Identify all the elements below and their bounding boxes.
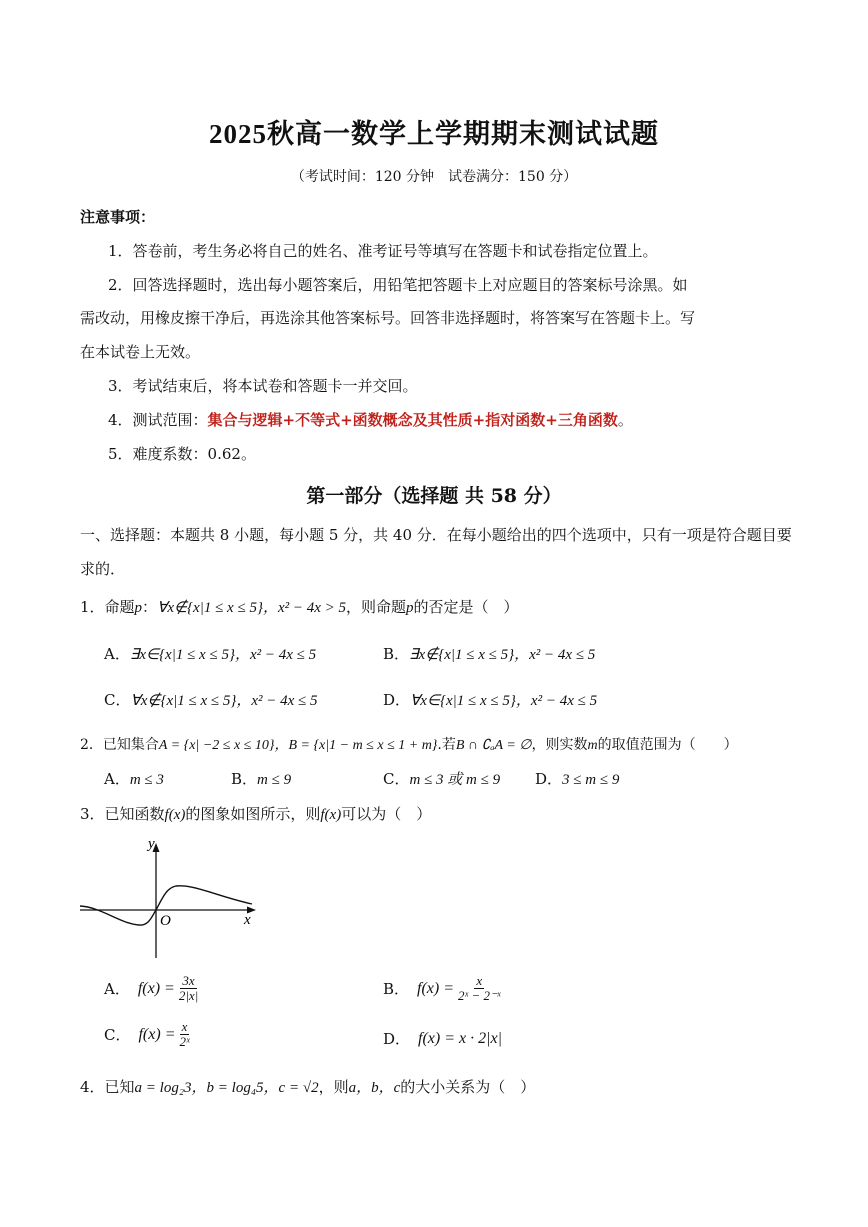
notice-heading: 注意事项：: [80, 208, 156, 226]
q1-stem-part: 的否定是（ ）: [413, 598, 519, 616]
y-axis-label: y: [148, 836, 155, 852]
q3-option-b[interactable]: [383, 974, 503, 1003]
q1-stem-part: ，则命题: [346, 598, 407, 616]
option-text: ∀x∉{x|1 ≤ x ≤ 5}，x² − 4x ≤ 5: [130, 693, 318, 709]
part1-intro-line1: 一、选择题：本题共 8 小题，每小题 5 分，共 40 分．在每小题给出的四个选项中，只有一项是符合题目要: [80, 526, 792, 544]
fraction-numerator: x: [476, 973, 483, 988]
origin-label: O: [160, 913, 171, 929]
notice-item-2-line2: 需改动，用橡皮擦干净后，再选涂其他答案标号。回答非选择题时，将答案写在答题卡上。写: [80, 309, 696, 327]
notice-item-1: 1．答卷前，考生务必将自己的姓名、准考证号等填写在答题卡和试卷指定位置上。: [108, 242, 658, 260]
notice-item-3: 3．考试结束后，将本试卷和答题卡一并交回。: [108, 377, 418, 395]
option-label: A．: [104, 645, 130, 663]
q3-option-d[interactable]: [383, 1028, 502, 1049]
exam-info: （考试时间：120 分钟 试卷满分：150 分）: [290, 169, 578, 185]
option-text: m ≤ 9: [257, 772, 292, 788]
test-scope: 集合与逻辑+不等式+函数概念及其性质+指对函数+三角函数: [207, 411, 618, 429]
notice-item-4: [108, 409, 633, 430]
section-title: 第一部分（选择题 共 58 分）: [306, 485, 562, 507]
option-text: 3 ≤ m ≤ 9: [562, 772, 620, 788]
option-label: B．: [383, 645, 410, 663]
q3-fx: f(x): [164, 807, 186, 823]
q2-option-c[interactable]: [383, 768, 500, 789]
q1-stem-part: ：: [142, 598, 158, 616]
option-text: m ≤ 3 或 m ≤ 9: [409, 772, 501, 788]
fraction-denominator: 2|x|: [178, 988, 199, 1003]
x-axis-label: x: [244, 912, 251, 928]
option-text: ∃x∈{x|1 ≤ x ≤ 5}，x² − 4x ≤ 5: [129, 647, 317, 663]
option-label: C．: [383, 770, 410, 788]
fraction-denominator: 2ˣ: [179, 1034, 190, 1049]
q4-stem-part: 的大小关系为（ ）: [400, 1078, 536, 1096]
q3-option-c[interactable]: [104, 1020, 192, 1049]
q2-stem-part: ，则实数: [531, 737, 588, 753]
q1-math: ∀x∉{x|1 ≤ x ≤ 5}，x² − 4x > 5: [157, 600, 347, 616]
q4-stem-part: 4．已知: [80, 1078, 135, 1096]
q4-vars: a，b，c: [348, 1080, 401, 1096]
q2-option-d[interactable]: [535, 768, 619, 789]
option-label: C．: [104, 1026, 131, 1044]
question-4-stem: [80, 1076, 535, 1097]
option-text: m ≤ 3: [129, 772, 164, 788]
option-label: A．: [104, 770, 130, 788]
q4-stem-part: ，则: [318, 1078, 349, 1096]
option-label: B．: [383, 980, 410, 998]
option-lhs: f(x) =: [417, 979, 455, 997]
q1-p: p: [406, 600, 414, 616]
option-label: A．: [104, 980, 130, 998]
option-text: f(x) = x · 2|x|: [418, 1029, 503, 1047]
notice-item-5: 5．难度系数：0.62。: [108, 445, 256, 463]
q2-stem-part: 2．已知集合: [80, 737, 159, 753]
notice-item-2-line1: 2．回答选择题时，选出每小题答案后，用铅笔把答题卡上对应题目的答案标号涂黑。如: [108, 276, 688, 294]
q1-option-d[interactable]: [383, 689, 597, 710]
q1-option-c[interactable]: [104, 689, 318, 710]
notice-item-4-suffix: 。: [617, 411, 633, 429]
question-3-stem: [80, 803, 431, 824]
q3-stem-part: 3．已知函数: [80, 805, 165, 823]
q1-p: p: [134, 600, 143, 616]
notice-item-2-line3: 在本试卷上无效。: [80, 343, 201, 361]
option-label: C．: [104, 691, 131, 709]
question-2-stem: [80, 734, 738, 754]
q1-option-a[interactable]: [104, 643, 316, 664]
q2-math: A = {x| −2 ≤ x ≤ 10}，B = {x|1 − m ≤ x ≤ 1 + m}: [158, 738, 438, 753]
q3-stem-part: 可以为（ ）: [341, 805, 432, 823]
page-title: 2025秋高一数学上学期期末测试试题: [209, 119, 659, 149]
q1-stem-part: 1．命题: [80, 598, 135, 616]
q2-option-b[interactable]: [231, 768, 291, 789]
option-fraction: [177, 1020, 191, 1049]
notice-item-4-prefix: 4．测试范围：: [108, 411, 208, 429]
q3-option-a[interactable]: [104, 974, 200, 1003]
q2-math: B ∩ ∁ₐA = ∅: [455, 738, 532, 753]
q3-stem-part: 的图象如图所示，则: [185, 805, 321, 823]
option-text: ∃x∉{x|1 ≤ x ≤ 5}，x² − 4x ≤ 5: [409, 647, 596, 663]
q2-option-a[interactable]: [104, 768, 164, 789]
q3-fx: f(x): [320, 807, 342, 823]
option-lhs: f(x) =: [138, 1025, 176, 1043]
option-label: D．: [535, 770, 563, 788]
q1-option-b[interactable]: [383, 643, 595, 664]
fraction-numerator: x: [181, 1019, 188, 1034]
option-lhs: f(x) =: [137, 979, 175, 997]
option-fraction: [456, 974, 502, 1003]
option-text: ∀x∈{x|1 ≤ x ≤ 5}，x² − 4x ≤ 5: [410, 693, 598, 709]
q2-m: m: [587, 738, 598, 753]
fraction-numerator: 3x: [182, 973, 195, 988]
option-fraction: [177, 974, 200, 1003]
fraction-denominator: 2ˣ − 2⁻ˣ: [458, 988, 501, 1003]
q4-math: a = log₂3，b = log₄5，c = √2: [134, 1080, 319, 1096]
question-1-stem: [80, 596, 519, 617]
option-label: D．: [383, 1030, 411, 1048]
option-label: D．: [383, 691, 411, 709]
part1-intro-line2: 求的．: [80, 560, 126, 578]
q2-stem-part: 的取值范围为（ ）: [597, 737, 738, 753]
option-label: B．: [231, 770, 258, 788]
q2-stem-part: .若: [437, 737, 456, 753]
function-graph: [76, 834, 266, 964]
